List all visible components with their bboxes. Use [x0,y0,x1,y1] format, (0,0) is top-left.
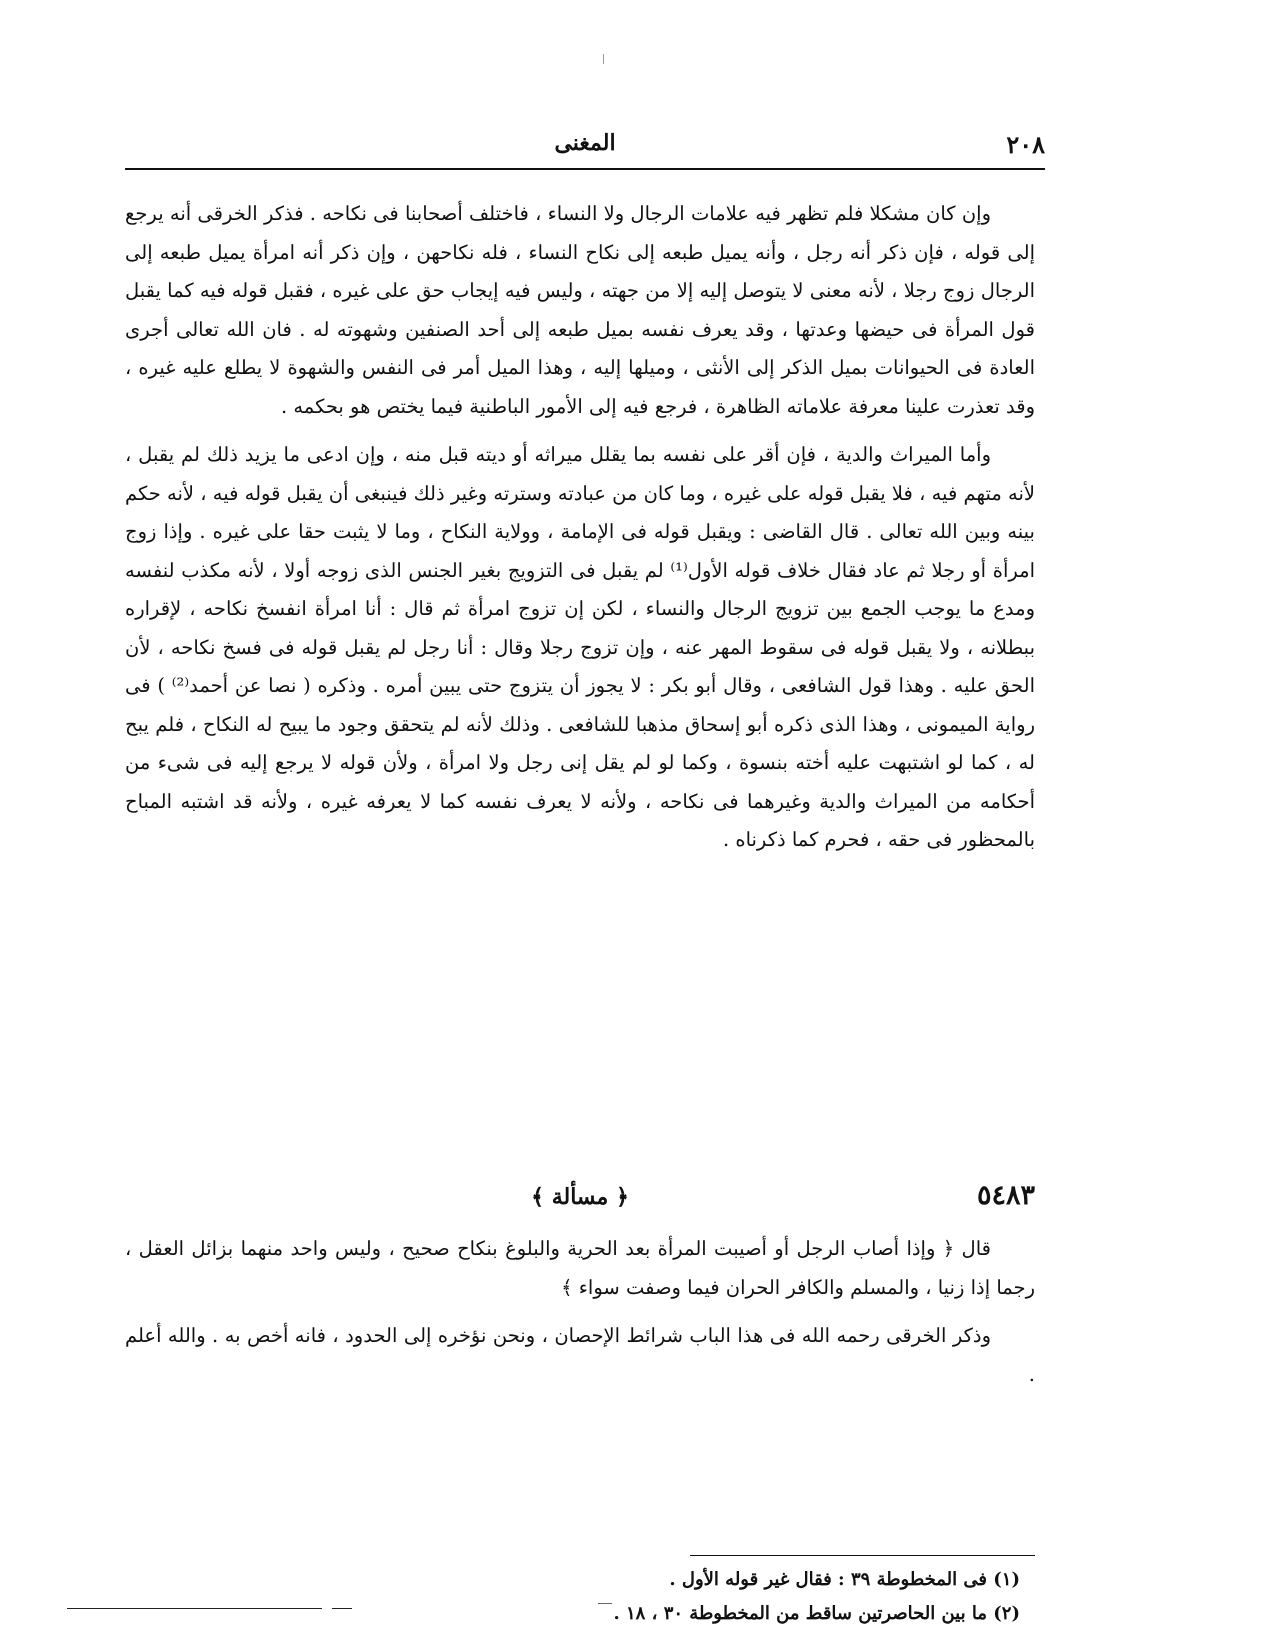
footnote: (٢) ما بين الحاصرتين ساقط من المخطوطة ٣٠ ، ١٨ . [613,1603,1020,1624]
scan-edge-line [67,1608,322,1609]
scan-edge-line [598,1603,612,1604]
scan-edge-line [332,1608,352,1609]
issue-label: ﴿ مسألة ﴾ [531,1184,629,1210]
paragraph: وأما الميراث والدية ، فإن أقر على نفسه بما يقلل ميراثه أو ديته قبل منه ، وإن ادعى ما يزيد ذلك لم يقبل ، لأنه متهم فيه ، فلا يقبل قوله على غيره ، وما كان من عبادته وسترته وغير ذلك فينبغى أن يقبل قوله فيه ، لأنه حكم بينه وبين الله تعالى . قال القاضى : ويقبل قوله فى الإمامة ، وولاية النكاح ، وما لا يثبت حقا على غيره . وإذا زوج امرأة أو رجلا ثم عاد فقال خلاف قوله الأول⁽¹⁾ لم يقبل فى التزويج بغير الجنس الذى زوجه أولا ، لأنه مكذب لنفسه ومدع ما يوجب الجمع بين تزويج الرجال والنساء ، لكن إن تزوج امرأة ثم قال : أنا امرأة انفسخ نكاحه ، لإقراره ببطلانه ، ولا يقبل قوله فى سقوط المهر عنه ، وإن تزوج رجلا وقال : أنا رجل لم يقبل قوله فى فسخ نكاحه ، لأن الحق عليه . وهذا قول الشافعى ، وقال أبو بكر : لا يجوز أن يتزوج حتى يبين أمره . وذكره ( نصا عن أحمد⁽²⁾ ) فى رواية الميمونى ، وهذا الذى ذكره أبو إسحاق مذهبا للشافعى . وذلك لأنه لم يتحقق وجود ما يبيح له النكاح ، فلم يبح له ، كما لو اشتبهت عليه أخته بنسوة ، وكما لو لم يقل إنى رجل ولا امرأة ، ولأن قوله لا يرجع إليه فى شىء من أحكامه من الميراث والدية وغيرهما فى نكاحه ، ولأنه لا يعرف نفسه كما لا يعرفه غيره ، ولأنه قد اشتبه المباح بالمحظور فى حقه ، فحرم كما ذكرناه . [125,443,1035,851]
page-header [125,118,1045,164]
issue-number: ٥٤٨٣ [976,1180,1035,1211]
page-number: ٢٠٨ [1006,130,1045,159]
footnote: (١) فى المخطوطة ٣٩ : فقال غير قوله الأول . [669,1569,1020,1590]
running-title: المغنى [554,130,616,156]
paragraph: وإن كان مشكلا فلم تظهر فيه علامات الرجال ولا النساء ، فاختلف أصحابنا فى نكاحه . فذكر الخرقى أنه يرجع إلى قوله ، فإن ذكر أنه رجل ، وأنه يميل طبعه إلى نكاح النساء ، فله نكاحهن ، وإن ذكر أنه امرأة يميل طبعه إلى الرجال زوج رجلا ، لأنه معنى لا يتوصل إليه إلا من جهته ، وليس فيه إيجاب حق على غيره ، فقبل قوله فيه كما يقبل قول المرأة فى حيضها وعدتها ، وقد يعرف نفسه بميل طبعه إلى أحد الصنفين وشهوته له . فان الله تعالى أجرى العادة فى الحيوانات بميل الذكر إلى الأنثى ، وميلها إليه ، وهذا الميل أمر فى النفس والشهوة لا يطلع عليه غيره ، وقد تعذرت علينا معرفة علاماته الظاهرة ، فرجع فيه إلى الأمور الباطنية فيما يختص هو بحكمه . [125,202,1035,418]
paragraph: قال ﴿ وإذا أصاب الرجل أو أصيبت المرأة بعد الحرية والبلوغ بنكاح صحيح ، وليس واحد منهما بزائل العقل ، رجما إذا زنيا ، والمسلم والكافر الحران فيما وصفت سواء ﴾ [125,1237,1035,1299]
footnote-divider [690,1555,1035,1556]
scan-mark [603,54,604,64]
paragraph: وذكر الخرقى رحمه الله فى هذا الباب شرائط الإحصان ، ونحن نؤخره إلى الحدود ، فانه أخص به . والله أعلم . [125,1324,1035,1386]
footnotes [500,1563,1020,1631]
header-divider [125,168,1045,170]
issue-text [125,1230,1035,1394]
issue-heading [125,1178,1035,1222]
main-text [125,195,1035,860]
